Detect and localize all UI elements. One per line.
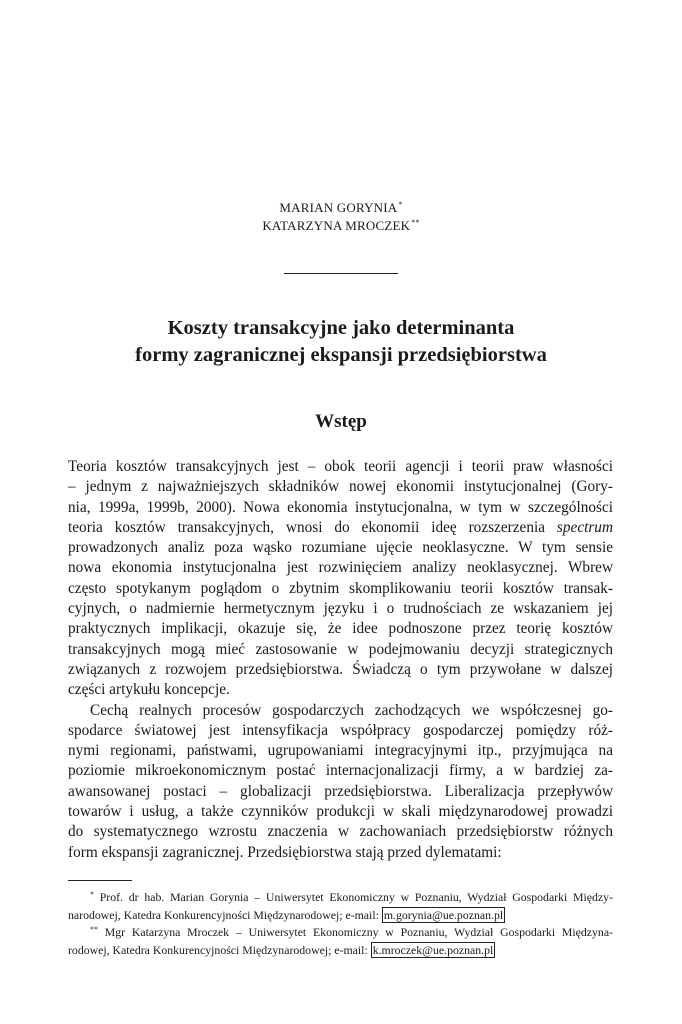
title-separator-rule (284, 273, 398, 274)
body-line: – jednym z najważniejszych składników nowej ekonomii instytucjonalnej (Gory- (68, 478, 613, 496)
footnotes (68, 889, 613, 959)
email-link[interactable]: k.mroczek@ue.poznan.pl (372, 942, 494, 957)
body-line: praktycznych implikacji, okazuje się, że idee podnoszone przez teorię kosztów (68, 620, 613, 638)
author-name: MARIAN GORYNIA (279, 200, 398, 215)
footnote-2-line-2 (68, 942, 613, 960)
body-line: związanych z rozwojem przedsiębiorstwa. Świadczą o tym przywołane w dalszej (68, 660, 613, 678)
article-title (0, 315, 682, 369)
footnote-marker: ** (90, 925, 98, 934)
author-2 (0, 217, 682, 235)
footnote-2-line-1 (68, 924, 613, 942)
body-line: awansowanej postaci – globalizacji przedsiębiorstwa. Liberalizacja przepływów (68, 782, 613, 800)
body-line: często spotykanym poglądom o zbytnim skomplikowaniu teorii kosztów transak- (68, 579, 613, 597)
footnote-marker: ** (411, 218, 420, 227)
body-line-text: teoria kosztów transakcyjnych, wnosi do ekonomii ideę rozszerzenia (68, 518, 546, 536)
body-line: części artykułu koncepcje. (68, 681, 230, 699)
body-line: Cechą realnych procesów gospodarczych zachodzących we współczesnej go- (90, 701, 613, 719)
footnote-text: Mgr Katarzyna Mroczek – Uniwersytet Ekonomiczny w Poznaniu, Wydział Gospodarki Międzyna- (104, 925, 613, 939)
section-heading: Wstęp (315, 411, 367, 432)
body-line: prowadzonych analiz poza wąsko rozumiane ujęcie neoklasyczne. W tym sensie (68, 539, 613, 557)
body-line: Teoria kosztów transakcyjnych jest – obok teorii agencji i teorii praw własności (68, 458, 613, 475)
body-text (68, 457, 613, 863)
body-line: nia, 1999a, 1999b, 2000). Nowa ekonomia instytucjonalna, w tym w szczególności (68, 498, 613, 516)
body-line: nowa ekonomia instytucjonalna jest rozwinięciem analizy neoklasycznej. Wbrew (68, 559, 613, 577)
author-name: KATARZYNA MROCZEK (262, 218, 411, 233)
footnote-marker: * (90, 890, 94, 899)
footnote-1-line-2 (68, 907, 613, 925)
body-line: poziomie mikroekonomicznym postać internacjonalizacji firmy, a w bardziej za- (68, 762, 613, 780)
footnote-text: rodowej, Katedra Konkurencyjności Międzynarodowej; e-mail: (68, 942, 368, 957)
footnote-text: narodowej, Katedra Konkurencyjności Międzynarodowej; e-mail: (68, 907, 379, 922)
email-link[interactable]: m.gorynia@ue.poznan.pl (383, 907, 504, 922)
body-line: cyjnych, o nadmiernie hermetycznym języku i o trudnościach ze wskazaniem jej (68, 600, 613, 618)
body-line: do systematycznego wzrostu znaczenia w zachowaniach przedsiębiorstw różnych (68, 823, 613, 841)
author-block (0, 199, 682, 235)
italic-term: spectrum (556, 518, 614, 536)
body-line: spodarce światowej jest intensyfikacja współpracy gospodarczej pomiędzy róż- (68, 721, 613, 739)
body-line: form ekspansji zagranicznej. Przedsiębiorstwa stają przed dylematami: (68, 843, 502, 861)
footnote-text: Prof. dr hab. Marian Gorynia – Uniwersytet Ekonomiczny w Poznaniu, Wydział Gospodarki Między- (99, 890, 613, 904)
body-line: towarów i usług, a także czynników produkcji w skali międzynarodowej prowadzi (68, 803, 613, 821)
body-line: transakcyjnych mogą mieć zastosowanie w podejmowaniu decyzji strategicznych (68, 640, 613, 658)
footnote-marker: * (398, 200, 403, 209)
footnote-rule (68, 880, 132, 881)
author-1 (0, 199, 682, 217)
title-line: formy zagranicznej ekspansji przedsiębiorstwa (135, 344, 547, 366)
footnote-1-line-1 (68, 889, 613, 907)
body-line (68, 518, 613, 538)
title-line: Koszty transakcyjne jako determinanta (167, 317, 515, 339)
body-line: nymi regionami, państwami, ugrupowaniami integracyjnymi itp., przyjmująca na (68, 742, 613, 760)
